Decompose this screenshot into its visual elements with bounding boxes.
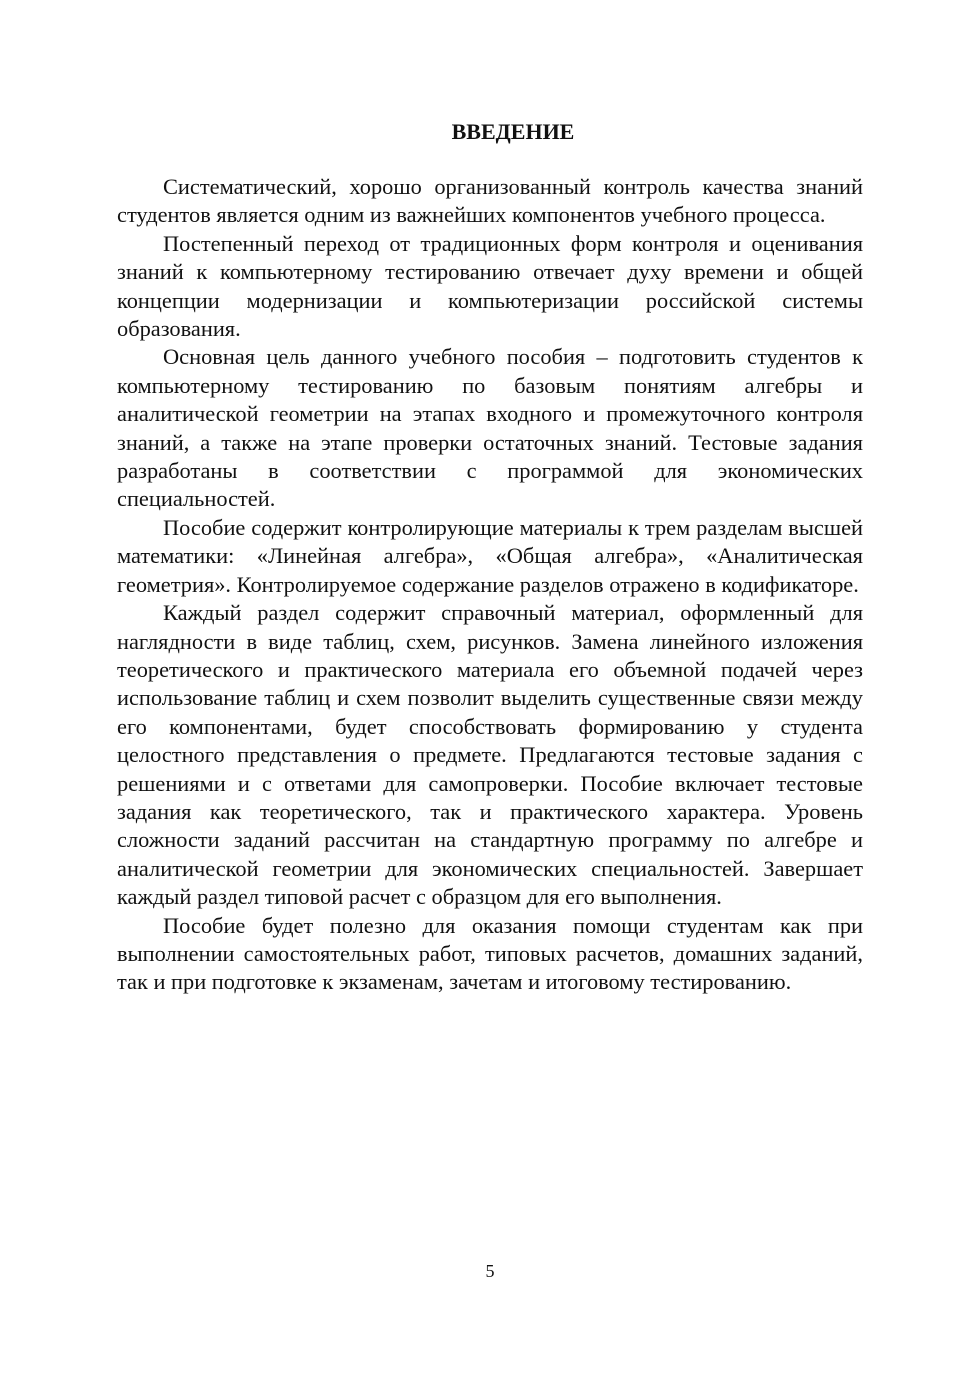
paragraph-2: Постепенный переход от традиционных форм контроля и оценивания знаний к компьютерному тестированию отвечает духу времени и общей концепции модернизации и компьютеризации российской системы образования. [117, 230, 863, 342]
paragraph-6: Пособие будет полезно для оказания помощи студентам как при выполнении самостоятельных работ, типовых расчетов, домашних заданий, так и при подготовке к экзаменам, зачетам и итоговому тестированию. [117, 912, 863, 995]
paragraph-4: Пособие содержит контролирующие материалы к трем разделам высшей математики: «Линейная алгебра», «Общая алгебра», «Аналитическая геометрия». Контролируемое содержание разделов отражено в кодификаторе. [117, 514, 863, 597]
page-title: ВВЕДЕНИЕ [451, 119, 575, 144]
page-number: 5 [485, 1261, 495, 1281]
paragraph-1: Систематический, хорошо организованный контроль качества знаний студентов является одним из важнейших компонентов учебного процесса. [117, 174, 863, 228]
body-text [117, 173, 863, 997]
paragraph-5: Каждый раздел содержит справочный материал, оформленный для наглядности в виде таблиц, схем, рисунков. Замена линейного изложения теоретического и практического материала его объемной подачей через использование таблиц и схем позволит выделить существенные связи между его компонентами, будет способствовать формированию у студента целостного представления о предмете. Предлагаются тестовые задания с решениями и с ответами для самопроверки. Пособие включает тестовые задания как теоретического, так и практического характера. Уровень сложности заданий рассчитан на стандартную программу по алгебре и аналитической геометрии для экономических специальностей. Завершает каждый раздел типовой расчет с образцом для его выполнения. [117, 600, 863, 910]
paragraph-3: Основная цель данного учебного пособия – подготовить студентов к компьютерному тестированию по базовым понятиям алгебры и аналитической геометрии на этапах входного и промежуточного контроля знаний, а также на этапе проверки остаточных знаний. Тестовые задания разработаны в соответствии с программой для экономических специальностей. [117, 344, 863, 512]
